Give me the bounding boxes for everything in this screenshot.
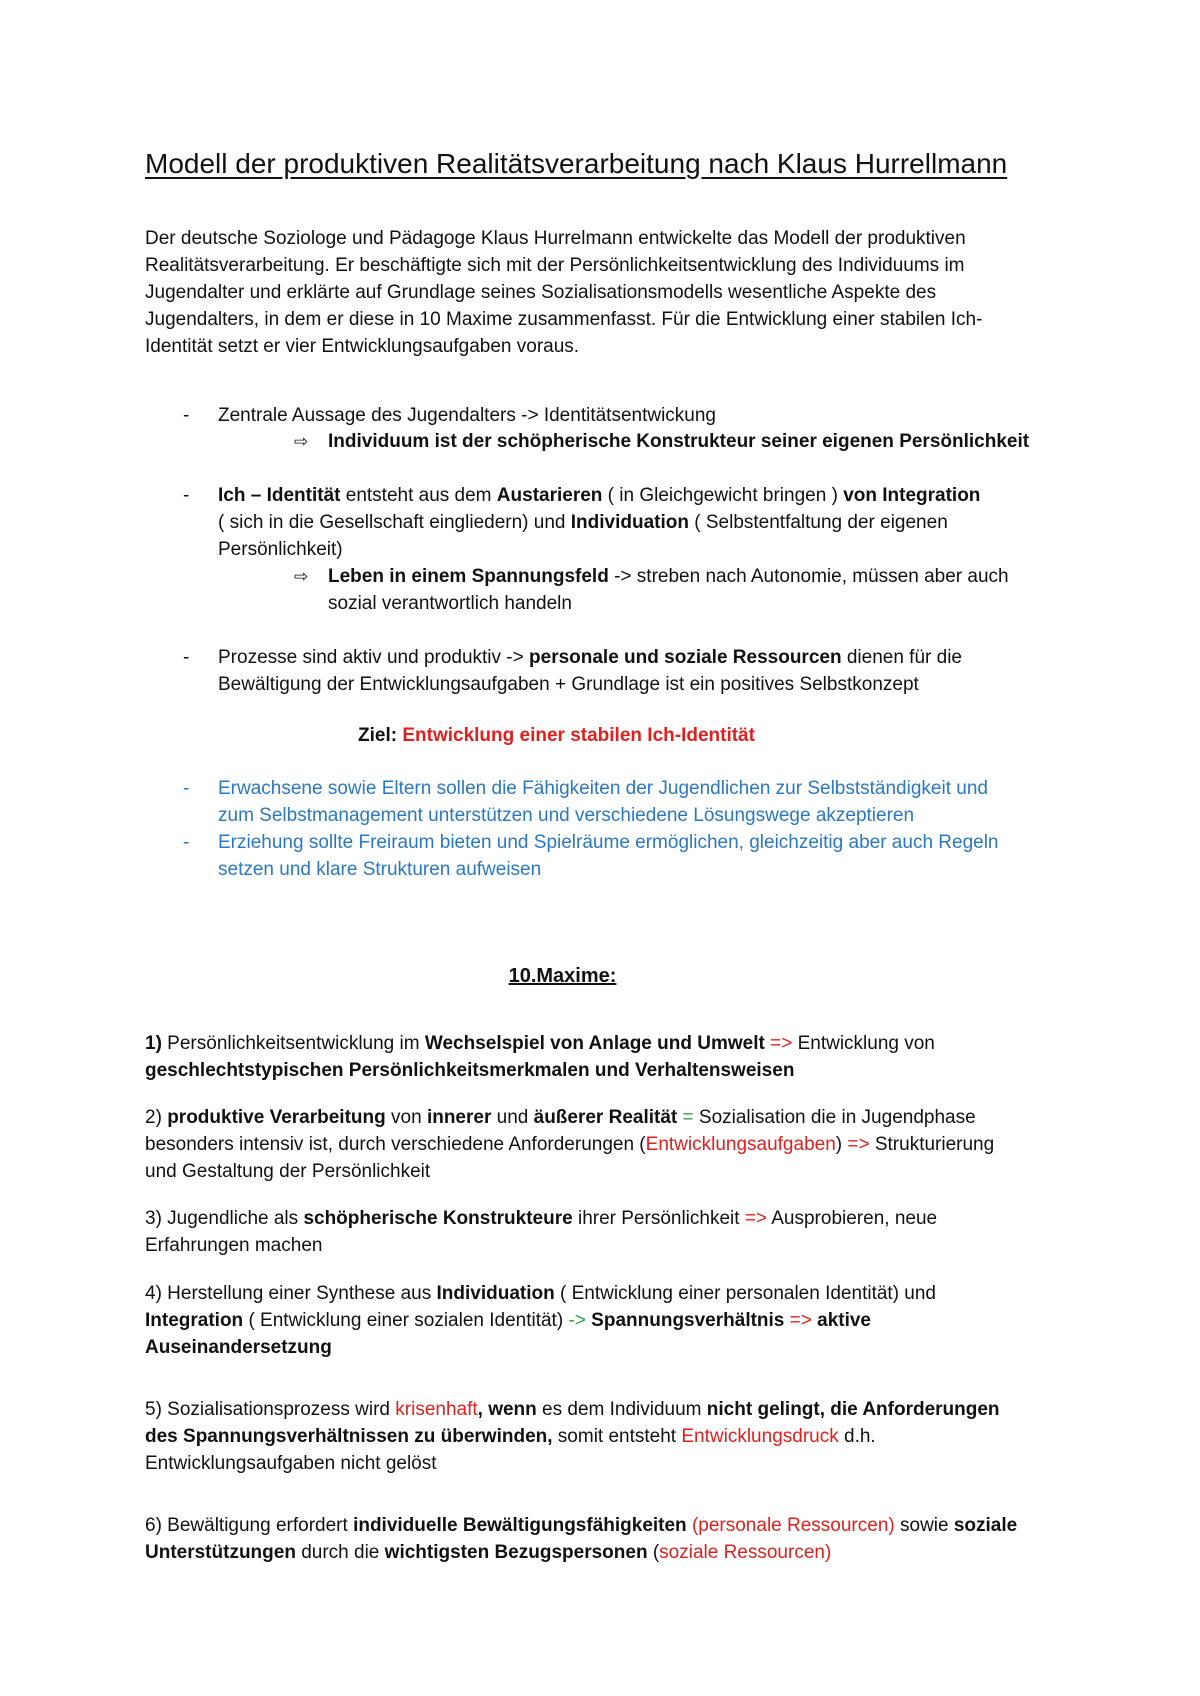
bullet-dash: - [183, 647, 190, 668]
maxim-line [145, 1396, 1000, 1423]
text-span: Individuation [570, 512, 689, 533]
arrow-point [294, 563, 1009, 590]
text-span: ( Entwicklung einer sozialen Identität) [243, 1310, 569, 1331]
maxim-line [145, 1030, 935, 1057]
text-span: sowie [894, 1515, 954, 1536]
text-span: Auseinandersetzung [145, 1337, 332, 1358]
text-span: ( Entwicklung einer personalen Identität) und [554, 1283, 936, 1304]
page-title: Modell der produktiven Realitätsverarbeitung nach Klaus Hurrellmann [145, 148, 1008, 179]
text-span: => [842, 1134, 875, 1155]
text-span: Individuation [436, 1283, 555, 1304]
bullet-line [218, 482, 980, 509]
text-span: ( Selbstentfaltung der eigenen [688, 512, 948, 533]
text-span: innerer [426, 1107, 492, 1128]
maxim-line [145, 1512, 1017, 1539]
bullet-dash: - [183, 485, 190, 506]
text-span: besonders intensiv ist, durch verschiedene Anforderungen ( [145, 1134, 646, 1155]
text-span: geschlechtstypischen Persönlichkeitsmerkmalen und Verhaltensweisen [145, 1060, 795, 1081]
maxim-line [145, 1307, 936, 1334]
arrow-text: Individuum ist der schöpherische Konstrukteur seiner eigenen Persönlichkeit [328, 431, 1030, 452]
text-span: ( sich in die Gesellschaft eingliedern) und [218, 512, 571, 533]
text-span: äußerer Realität [533, 1107, 678, 1128]
text-span: des Spannungsverhältnissen zu überwinden, [145, 1426, 553, 1447]
text-span: , wenn [477, 1399, 537, 1420]
maxim-line: Erfahrungen machen [145, 1235, 323, 1256]
text-span: dienen für die [841, 647, 962, 668]
maxim-6 [145, 1512, 1017, 1566]
bullet-line [218, 509, 948, 536]
intro-line: Der deutsche Soziologe und Pädagoge Klaus Hurrelmann entwickelte das Modell der produktiven [145, 228, 966, 249]
text-span: Entwicklungsdruck [681, 1426, 839, 1447]
bullet-dash: - [183, 832, 190, 853]
text-span: -> streben nach Autonomie, müssen aber auch [608, 566, 1009, 587]
text-span: 4) Herstellung einer Synthese aus [145, 1283, 437, 1304]
maxim-line [145, 1539, 1017, 1566]
arrow-icon: ⇨ [294, 432, 309, 451]
maxim-line: und Gestaltung der Persönlichkeit [145, 1161, 431, 1182]
text-span: aktive [817, 1310, 871, 1331]
text-span: soziale [953, 1515, 1018, 1536]
maxim-1 [145, 1030, 935, 1084]
text-span: ) [835, 1134, 843, 1155]
text-span: 3) Jugendliche als [145, 1208, 304, 1229]
text-span: Integration [145, 1310, 244, 1331]
bullet-line: setzen und klare Strukturen aufweisen [218, 859, 542, 880]
intro-line: Jugendalter und erklärte auf Grundlage seines Sozialisationsmodells wesentliche Aspekte des [145, 282, 937, 303]
intro-line: Realitätsverarbeitung. Er beschäftigte sich mit der Persönlichkeitsentwicklung des Individuums im [145, 255, 965, 276]
text-span: Entwicklung von [797, 1033, 935, 1054]
text-span: = [677, 1107, 699, 1128]
maxim-3 [145, 1205, 937, 1259]
maxim-line [145, 1205, 937, 1232]
text-span: Entwicklungsaufgaben [645, 1134, 836, 1155]
text-span: 5) Sozialisationsprozess wird [145, 1399, 396, 1420]
text-span: personale und soziale Ressourcen [529, 647, 842, 668]
text-span: durch die [295, 1542, 385, 1563]
text-span: => [744, 1208, 768, 1229]
text-span: entsteht aus dem [340, 485, 497, 506]
maxim-line [145, 1104, 994, 1131]
text-span: Austarieren [496, 485, 603, 506]
maxim-line [145, 1131, 994, 1158]
text-span: 2) [145, 1107, 168, 1128]
bullet-line: Erwachsene sowie Eltern sollen die Fähigkeiten der Jugendlichen zur Selbstständigkeit und [218, 778, 988, 799]
goal-text: Entwicklung einer stabilen Ich-Identität [402, 725, 755, 746]
text-span: Ich – Identität [218, 485, 341, 506]
text-span: (personale Ressourcen) [686, 1515, 895, 1536]
intro-paragraph [145, 225, 1045, 360]
text-span: Wechselspiel von Anlage und Umwelt [424, 1033, 765, 1054]
maxim-4 [145, 1280, 936, 1361]
text-span: schöpherische Konstrukteure [303, 1208, 573, 1229]
maxim-line [145, 1423, 1000, 1450]
maxim-line [145, 1057, 935, 1084]
text-span: ( in Gleichgewicht bringen ) [602, 485, 844, 506]
intro-line: Jugendalters, in dem er diese in 10 Maxime zusammenfasst. Für die Entwicklung einer stabilen Ich- [145, 309, 983, 330]
text-span: Unterstützungen [145, 1542, 296, 1563]
bullet-line: Persönlichkeit) [218, 539, 343, 560]
text-span: Sozialisation die in Jugendphase [698, 1107, 976, 1128]
text-span: individuelle Bewältigungsfähigkeiten [353, 1515, 687, 1536]
maxim-line [145, 1280, 936, 1307]
arrow-icon: ⇨ [294, 567, 309, 586]
intro-line: Identität setzt er vier Entwicklungsaufgaben voraus. [145, 336, 580, 357]
text-span: Ausprobieren, neue [767, 1208, 938, 1229]
text-span: => [784, 1310, 818, 1331]
arrow-point [294, 428, 1029, 455]
maxim-line: Entwicklungsaufgaben nicht gelöst [145, 1453, 437, 1474]
text-span: produktive Verarbeitung [167, 1107, 386, 1128]
bullet-line: Erziehung sollte Freiraum bieten und Spielräume ermöglichen, gleichzeitig aber auch Regeln [218, 832, 999, 853]
text-span: Persönlichkeitsentwicklung im [161, 1033, 425, 1054]
arrow-continuation: sozial verantwortlich handeln [328, 593, 572, 614]
text-span: 1) [145, 1033, 162, 1054]
maxim-line [145, 1334, 936, 1361]
bullet-line: zum Selbstmanagement unterstützen und verschiedene Lösungswege akzeptieren [218, 805, 915, 826]
text-span: => [764, 1033, 798, 1054]
goal-label: Ziel: [358, 725, 403, 746]
text-span: Spannungsverhältnis [585, 1310, 785, 1331]
maxim-5 [145, 1396, 1000, 1477]
text-span: -> [568, 1310, 586, 1331]
text-span: somit entsteht [552, 1426, 682, 1447]
maxim-2 [145, 1104, 994, 1185]
text-span: krisenhaft [395, 1399, 478, 1420]
bullet-line: Bewältigung der Entwicklungsaufgaben + Grundlage ist ein positives Selbstkonzept [218, 674, 919, 695]
text-span: 6) Bewältigung erfordert [145, 1515, 354, 1536]
maxime-heading: 10.Maxime: [508, 965, 617, 987]
text-span: und [491, 1107, 534, 1128]
text-span: soziale Ressourcen) [659, 1542, 832, 1563]
text-span: Leben in einem Spannungsfeld [328, 566, 609, 587]
bullet-text: Zentrale Aussage des Jugendalters -> Identitätsentwickung [218, 405, 716, 426]
text-span: ( [647, 1542, 660, 1563]
text-span: Strukturierung [874, 1134, 995, 1155]
text-span: wichtigsten Bezugspersonen [384, 1542, 648, 1563]
bullet-dash: - [183, 778, 190, 799]
goal-statement [358, 722, 755, 749]
bullet-dash: - [183, 405, 190, 426]
text-span: von Integration [843, 485, 981, 506]
text-span: von [385, 1107, 427, 1128]
text-span: d.h. [838, 1426, 876, 1447]
text-span: nicht gelingt, die Anforderungen [706, 1399, 1000, 1420]
bullet-line [218, 644, 962, 671]
text-span: ihrer Persönlichkeit [572, 1208, 745, 1229]
text-span: es dem Individuum [536, 1399, 707, 1420]
text-span: Prozesse sind aktiv und produktiv -> [218, 647, 530, 668]
